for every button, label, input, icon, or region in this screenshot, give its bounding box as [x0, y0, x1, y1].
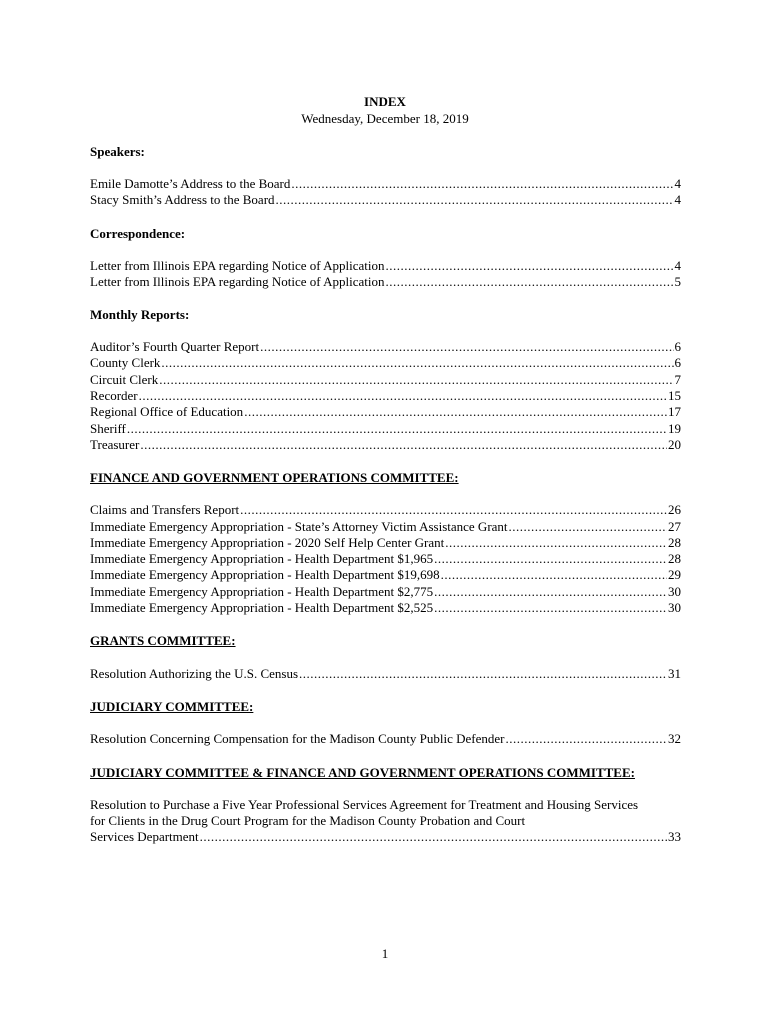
toc-entry	[90, 421, 681, 437]
entry-title: Circuit Clerk	[90, 372, 159, 387]
dot-leader	[140, 437, 667, 453]
entry-title: Letter from Illinois EPA regarding Notice of Application	[90, 258, 385, 273]
dot-leader	[434, 600, 667, 616]
entry-page: 29	[668, 567, 681, 582]
toc-entry	[90, 666, 681, 682]
toc-entry	[90, 372, 681, 388]
toc-entry	[90, 404, 681, 420]
dot-leader	[139, 388, 667, 404]
entry-title: Services Department	[90, 829, 199, 844]
toc-entry	[90, 192, 681, 208]
toc-entry	[90, 584, 681, 600]
entry-title: Letter from Illinois EPA regarding Notice of Application	[90, 274, 385, 289]
toc-entry	[90, 339, 681, 355]
entry-title: Immediate Emergency Appropriation - Health Department $2,525	[90, 600, 434, 615]
dot-leader	[200, 829, 667, 845]
entry-page: 28	[668, 551, 681, 566]
entry-title: Auditor’s Fourth Quarter Report	[90, 339, 260, 354]
entry-page: 4	[674, 258, 681, 273]
entry-title: Recorder	[90, 388, 138, 403]
toc-entry	[90, 567, 681, 583]
dot-leader	[127, 421, 667, 437]
entry-page: 6	[674, 339, 681, 354]
dot-leader	[434, 584, 667, 600]
entry-page: 27	[668, 519, 681, 534]
entry-title: County Clerk	[90, 355, 161, 370]
toc-entry	[90, 829, 681, 845]
dot-leader	[161, 355, 673, 371]
toc-entry	[90, 600, 681, 616]
entry-page: 5	[674, 274, 681, 289]
entry-title: Regional Office of Education	[90, 404, 244, 419]
entry-title: Immediate Emergency Appropriation - 2020 Self Help Center Grant	[90, 535, 445, 550]
dot-leader	[260, 339, 673, 355]
dot-leader	[386, 258, 674, 274]
entry-page: 33	[668, 829, 681, 844]
entry-title: Immediate Emergency Appropriation - State’s Attorney Victim Assistance Grant	[90, 519, 508, 534]
toc-entry	[90, 535, 681, 551]
entry-title: Immediate Emergency Appropriation - Health Department $2,775	[90, 584, 434, 599]
dot-leader	[299, 666, 667, 682]
section-heading-judiciary-finance-committee: JUDICIARY COMMITTEE & FINANCE AND GOVERNMENT OPERATIONS COMMITTEE:	[90, 765, 635, 780]
section-heading-speakers: Speakers:	[90, 144, 145, 159]
toc-entry	[90, 388, 681, 404]
entry-title: Emile Damotte’s Address to the Board	[90, 176, 291, 191]
toc-entry	[90, 731, 681, 747]
toc-entry	[90, 258, 681, 274]
dot-leader	[509, 519, 667, 535]
toc-entry	[90, 519, 681, 535]
index-title: INDEX	[364, 94, 406, 109]
dot-leader	[244, 404, 667, 420]
entry-page: 26	[668, 502, 681, 517]
entry-page: 4	[674, 192, 681, 207]
section-heading-monthly-reports: Monthly Reports:	[90, 307, 190, 322]
section-heading-finance-committee: FINANCE AND GOVERNMENT OPERATIONS COMMITTEE:	[90, 470, 459, 485]
entry-page: 20	[668, 437, 681, 452]
entry-page: 30	[668, 584, 681, 599]
entry-title: Resolution Authorizing the U.S. Census	[90, 666, 298, 681]
toc-entry	[90, 502, 681, 518]
toc-entry	[90, 176, 681, 192]
entry-title: Treasurer	[90, 437, 140, 452]
dot-leader	[276, 192, 674, 208]
entry-page: 30	[668, 600, 681, 615]
entry-title: Claims and Transfers Report	[90, 502, 240, 517]
entry-page: 17	[668, 404, 681, 419]
entry-title: Immediate Emergency Appropriation - Health Department $19,698	[90, 567, 440, 582]
entry-title: Stacy Smith’s Address to the Board	[90, 192, 275, 207]
entry-page: 19	[668, 421, 681, 436]
section-heading-correspondence: Correspondence:	[90, 226, 186, 241]
entry-page: 15	[668, 388, 681, 403]
toc-entry	[90, 274, 681, 290]
entry-page: 31	[668, 666, 681, 681]
entry-page: 6	[674, 355, 681, 370]
dot-leader	[434, 551, 667, 567]
entry-title: Resolution Concerning Compensation for the Madison County Public Defender	[90, 731, 505, 746]
dot-leader	[240, 502, 667, 518]
dot-leader	[445, 535, 667, 551]
meeting-date: Wednesday, December 18, 2019	[301, 111, 469, 126]
entry-page: 32	[668, 731, 681, 746]
entry-title-line: for Clients in the Drug Court Program for the Madison County Probation and Court	[90, 813, 526, 828]
page-number: 1	[381, 946, 389, 961]
dot-leader	[159, 372, 673, 388]
entry-title: Sheriff	[90, 421, 126, 436]
entry-page: 28	[668, 535, 681, 550]
entry-page: 7	[674, 372, 681, 387]
toc-entry	[90, 551, 681, 567]
entry-page: 4	[674, 176, 681, 191]
entry-title-line: Resolution to Purchase a Five Year Professional Services Agreement for Treatment and Housing Services	[90, 797, 639, 812]
dot-leader	[291, 176, 673, 192]
section-heading-grants-committee: GRANTS COMMITTEE:	[90, 633, 236, 648]
toc-entry	[90, 355, 681, 371]
section-heading-judiciary-committee: JUDICIARY COMMITTEE:	[90, 699, 254, 714]
dot-leader	[386, 274, 674, 290]
dot-leader	[506, 731, 668, 747]
entry-title: Immediate Emergency Appropriation - Health Department $1,965	[90, 551, 434, 566]
dot-leader	[441, 567, 667, 583]
toc-entry	[90, 437, 681, 453]
